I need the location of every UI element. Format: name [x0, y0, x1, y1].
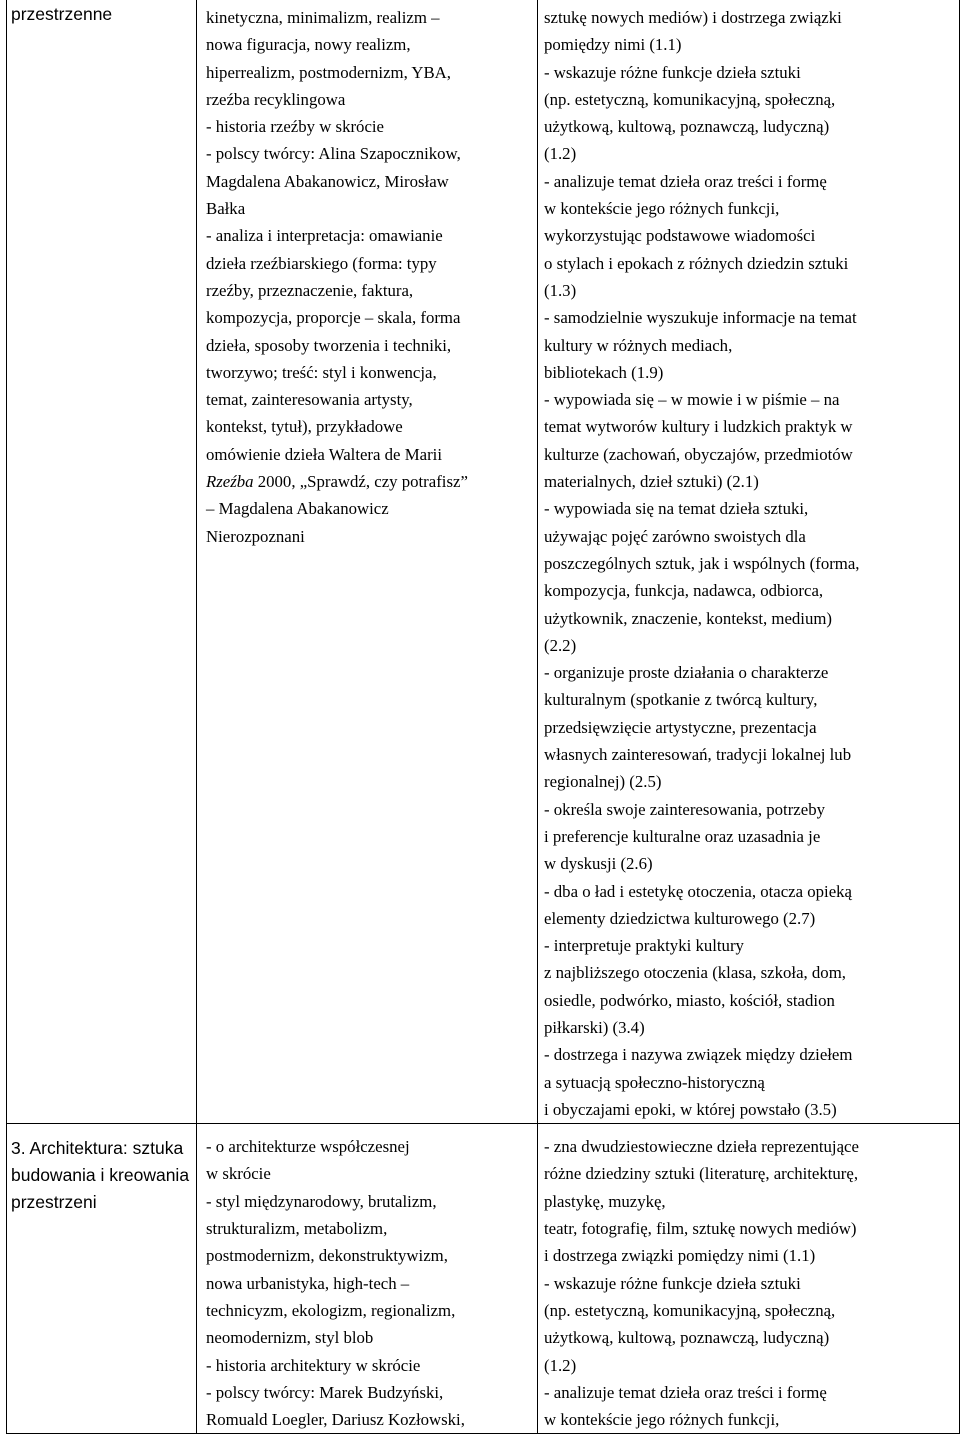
outcome-line: (1.3) [544, 280, 577, 300]
topic-line: przestrzenne [11, 4, 113, 24]
content-line: neomodernizm, styl blob [206, 1328, 374, 1348]
outcome-line: - organizuje proste działania o charakterze [544, 663, 829, 683]
outcome-line: (2.2) [544, 635, 577, 655]
outcome-line: temat wytworów kultury i ludzkich praktyk w [544, 417, 853, 437]
outcome-line: elementy dziedzictwa kulturowego (2.7) [544, 908, 816, 928]
content-line: temat, zainteresowania artysty, [206, 390, 413, 410]
outcome-line: kulturalnym (spotkanie z twórcą kultury, [544, 690, 818, 710]
topic-line: budowania [11, 1165, 96, 1186]
outcome-line: - analizuje temat dzieła oraz treści i formę [544, 171, 827, 191]
outcome-line: użytkową, kultową, poznawczą, ludyczną) [544, 117, 830, 137]
content-line: strukturalizm, metabolizm, [206, 1219, 388, 1239]
content-line: hiperrealizm, postmodernizm, YBA, [206, 62, 451, 82]
outcomes-cell [538, 0, 960, 1124]
content-line: kinetyczna, minimalizm, realizm – [206, 8, 440, 27]
content-line-rest: 2000, „Sprawdź, czy potrafisz” [257, 472, 468, 492]
outcome-line: - dostrzega i nazywa związek między dziełem [544, 1045, 853, 1065]
outcome-line: materialnych, dzieł sztuki) (2.1) [544, 472, 759, 492]
outcome-line: (1.2) [544, 1355, 577, 1375]
content-line: kompozycja, proporcje – skala, forma [206, 308, 461, 328]
outcome-line: regionalnej) (2.5) [544, 772, 662, 792]
topic-line: i kreowania [100, 1165, 190, 1186]
outcome-line: przedsięwzięcie artystyczne, prezentacja [544, 717, 817, 737]
content-line: - o architekturze współczesnej [206, 1137, 410, 1157]
table-row [7, 1124, 960, 1434]
content-line: w skrócie [206, 1164, 271, 1184]
outcome-line: użytkową, kultową, poznawczą, ludyczną) [544, 1328, 830, 1348]
outcome-line: - wypowiada się – w mowie i w piśmie – na [544, 390, 840, 410]
outcome-line: - wskazuje różne funkcje dzieła sztuki [544, 1273, 801, 1293]
content-line: postmodernizm, dekonstruktywizm, [206, 1246, 448, 1266]
outcome-line: różne dziedziny sztuki (literaturę, architekturę, [544, 1164, 859, 1184]
outcome-line: w kontekście jego różnych funkcji, [544, 1410, 780, 1430]
content-line: rzeźba recyklingowa [206, 89, 346, 109]
outcome-line: o stylach i epokach z różnych dziedzin sztuki [544, 253, 849, 273]
outcome-line: poszczególnych sztuk, jak i wspólnych (forma, [544, 553, 860, 573]
content-line: nowa figuracja, nowy realizm, [206, 35, 411, 55]
outcome-line: własnych zainteresowań, tradycji lokalnej lub [544, 745, 852, 765]
outcome-line: - wypowiada się na temat dzieła sztuki, [544, 499, 809, 519]
outcome-line: i dostrzega związki pomiędzy nimi (1.1) [544, 1246, 816, 1266]
outcome-line: i preferencje kulturalne oraz uzasadnia je [544, 826, 821, 846]
outcomes-cell [538, 1124, 960, 1434]
content-line: rzeźby, przeznaczenie, faktura, [206, 280, 414, 300]
content-line: Romuald Loegler, Dariusz Kozłowski, [206, 1410, 465, 1430]
outcome-line: a sytuacją społeczno-historyczną [544, 1072, 765, 1092]
curriculum-table [6, 0, 960, 1434]
outcome-line: (1.2) [544, 144, 577, 164]
content-line: - polscy twórcy: Marek Budzyński, [206, 1382, 444, 1402]
topic-line: 3. Architektura: [11, 1138, 128, 1159]
content-line: - historia rzeźby w skrócie [206, 117, 384, 137]
content-line: - polscy twórcy: Alina Szapocznikow, [206, 144, 461, 164]
content-line: - analiza i interpretacja: omawianie [206, 226, 443, 246]
outcome-line: - określa swoje zainteresowania, potrzeby [544, 799, 825, 819]
outcome-line: sztukę nowych mediów) i dostrzega związki [544, 8, 842, 27]
content-line-with-title [206, 468, 533, 495]
outcome-line: teatr, fotografię, film, sztukę nowych mediów) [544, 1219, 857, 1239]
content-line: dzieła, sposoby tworzenia i techniki, [206, 335, 452, 355]
outcome-line: - zna dwudziestowieczne dzieła reprezentujące [544, 1137, 859, 1157]
outcome-line: w kontekście jego różnych funkcji, [544, 199, 780, 219]
content-line: - styl międzynarodowy, brutalizm, [206, 1191, 437, 1211]
content-line: Bałka [206, 199, 246, 219]
content-line: dzieła rzeźbiarskiego (forma: typy [206, 253, 437, 273]
content-line: kontekst, tytuł), przykładowe [206, 417, 403, 437]
topic-line: sztuka [132, 1138, 184, 1159]
outcome-line: używając pojęć zarówno swoistych dla [544, 526, 806, 546]
outcome-line: - wskazuje różne funkcje dzieła sztuki [544, 62, 801, 82]
outcome-line: kultury w różnych mediach, [544, 335, 733, 355]
outcome-line: (np. estetyczną, komunikacyjną, społeczną, [544, 89, 836, 109]
outcome-line: - interpretuje praktyki kultury [544, 936, 744, 956]
topic-cell [7, 0, 197, 1124]
outcome-line: wykorzystując podstawowe wiadomości [544, 226, 816, 246]
content-line: – Magdalena Abakanowicz [206, 499, 389, 519]
content-line: Nierozpoznani [206, 526, 305, 546]
outcome-line: - samodzielnie wyszukuje informacje na temat [544, 308, 857, 328]
content-line: nowa urbanistyka, high-tech – [206, 1273, 410, 1293]
content-line: tworzywo; treść: styl i konwencja, [206, 362, 437, 382]
content-cell [197, 1124, 538, 1434]
outcome-line: (np. estetyczną, komunikacyjną, społeczną, [544, 1300, 836, 1320]
outcome-line: osiedle, podwórko, miasto, kościół, stadion [544, 990, 835, 1010]
outcome-line: z najbliższego otoczenia (klasa, szkoła, dom, [544, 963, 846, 983]
outcome-line: i obyczajami epoki, w której powstało (3.5) [544, 1099, 837, 1119]
topic-line: przestrzeni [11, 1192, 97, 1213]
outcome-line: kompozycja, funkcja, nadawca, odbiorca, [544, 581, 824, 601]
content-line: omówienie dzieła Waltera de Marii [206, 444, 442, 464]
outcome-line: kulturze (zachowań, obyczajów, przedmiotów [544, 444, 853, 464]
table-row [7, 0, 960, 1124]
outcome-line: użytkownik, znaczenie, kontekst, medium) [544, 608, 832, 628]
content-line: technicyzm, ekologizm, regionalizm, [206, 1300, 456, 1320]
outcome-line: piłkarski) (3.4) [544, 1017, 645, 1037]
outcome-line: bibliotekach (1.9) [544, 362, 664, 382]
outcome-line: pomiędzy nimi (1.1) [544, 35, 682, 55]
artwork-title: Rzeźba [206, 472, 254, 492]
topic-cell [7, 1124, 197, 1434]
outcome-line: w dyskusji (2.6) [544, 854, 653, 874]
content-line: - historia architektury w skrócie [206, 1355, 421, 1375]
outcome-line: plastykę, muzykę, [544, 1191, 666, 1211]
outcome-line: - analizuje temat dzieła oraz treści i formę [544, 1382, 827, 1402]
outcome-line: - dba o ład i estetykę otoczenia, otacza opieką [544, 881, 852, 901]
content-line: Magdalena Abakanowicz, Mirosław [206, 171, 449, 191]
content-cell [197, 0, 538, 1124]
